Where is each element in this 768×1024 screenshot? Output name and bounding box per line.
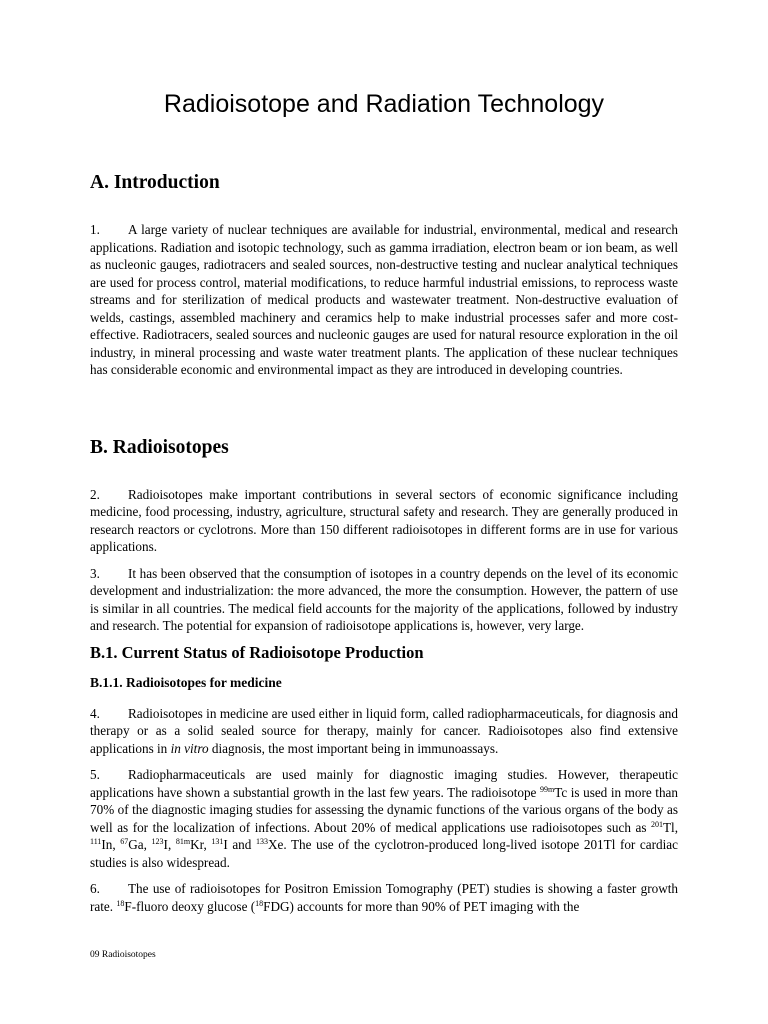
- paragraph-6: [90, 880, 678, 915]
- document-title: Radioisotope and Radiation Technology: [163, 90, 605, 118]
- paragraph-text: Radioisotopes make important contributions in several sectors of economic significance including medicine, food processing, industry, agriculture, structural safety and research. They are generally produced in research reactors or cyclotrons. More than 150 different radioisotopes in different forms are in use for various applications.: [90, 486, 678, 554]
- paragraph-text: I and: [223, 837, 256, 852]
- paragraph-text: Tc is used in more than 70% of the diagnostic imaging studies for assessing the dynamic functions of the various organs of the body as well as for the localization of infections. About 20% of medical applications use radioisotopes such as: [90, 784, 679, 835]
- paragraph-number: 6.: [90, 881, 100, 896]
- paragraph-3: [90, 565, 678, 635]
- isotope-mass-number: 123: [151, 837, 164, 846]
- subheading-medicine: B.1.1. Radioisotopes for medicine: [90, 674, 282, 690]
- isotope-mass-number: 81m: [175, 837, 191, 846]
- paragraph-text: Radiopharmaceuticals are used mainly for diagnostic imaging studies. However, therapeutic applications have shown a substantial growth in the last few years. The radioisotope: [90, 767, 678, 800]
- paragraph-text: The use of radioisotopes for Positron Emission Tomography (PET) studies is showing a faster growth rate.: [90, 881, 678, 914]
- isotope-mass-number: 67: [120, 837, 129, 846]
- heading-current-status: B.1. Current Status of Radioisotope Production: [90, 642, 424, 662]
- paragraph-number: 1.: [90, 222, 100, 237]
- isotope-mass-number: 111: [90, 837, 102, 846]
- paragraph-number: 5.: [90, 767, 100, 782]
- paragraph-4: [90, 705, 678, 758]
- italic-term: in vitro: [170, 740, 209, 756]
- isotope-mass-number: 131: [211, 837, 224, 846]
- isotope-mass-number: 99m: [539, 784, 555, 794]
- isotope-mass-number: 18: [116, 898, 125, 908]
- paragraph-text: Radioisotopes in medicine are used either in liquid form, called radiopharmaceuticals, for diagnosis and therapy or as a solid sealed source for therapy, mainly for cancer. Radioisotopes also find extensive applications in: [90, 705, 678, 756]
- isotope-mass-number: 201: [650, 819, 663, 829]
- heading-introduction: A. Introduction: [90, 172, 220, 193]
- paragraph-text: Tl,: [662, 819, 678, 835]
- paragraph-text: Ga,: [128, 837, 152, 852]
- heading-radioisotopes: B. Radioisotopes: [90, 436, 229, 458]
- paragraph-number: 2.: [90, 486, 100, 502]
- paragraph-text: Xe. The use of the cyclotron-produced long-lived isotope 201Tl for cardiac studies is also widespread.: [90, 837, 678, 870]
- document-body: [90, 168, 678, 915]
- paragraph-text: It has been observed that the consumption of isotopes in a country depends on the level of its economic development and industrialization: the more advanced, the more the consumption. However, the pattern of use is similar in all countries. The medical field accounts for the majority of the applications, followed by industry and research. The potential for expansion of radioisotope applications is, however, very large.: [90, 565, 678, 633]
- paragraph-text: FDG) accounts for more than 90% of PET imaging with the: [263, 898, 580, 914]
- isotope-mass-number: 133: [255, 837, 268, 846]
- isotope-mass-number: 18: [255, 898, 264, 908]
- paragraph-text: A large variety of nuclear techniques are available for industrial, environmental, medical and research applications. Radiation and isotopic technology, such as gamma irradiation, electron beam or ion beam, as well as nucleonic gauges, radiotracers and sealed sources, non-destructive testing and nuclear analytical techniques are used for process control, material modifications, to reduce harmful industrial emissions, to reprocess waste streams and for sterilization of medical products and wastewater treatment. Non-destructive evaluation of welds, castings, assembled machinery and ceramics help to make industrial processes safer and more cost-effective. Radiotracers, sealed sources and nucleonic gauges are used for natural resource exploration in the oil industry, in mineral processing and waste water treatment plants. The application of these nuclear techniques has considerable economic and environmental impact as they are introduced in developing countries.: [90, 222, 678, 377]
- paragraph-number: 3.: [90, 565, 100, 581]
- paragraph-text: Kr,: [190, 837, 212, 852]
- paragraph-text: In,: [101, 837, 121, 852]
- paragraph-5: [90, 766, 678, 871]
- paragraph-1: [90, 221, 678, 379]
- page-footer: 09 Radioisotopes: [90, 950, 156, 960]
- paragraph-text: I,: [163, 837, 176, 852]
- paragraph-2: [90, 486, 678, 556]
- paragraph-number: 4.: [90, 705, 100, 721]
- paragraph-text: diagnosis, the most important being in immunoassays.: [208, 740, 499, 756]
- paragraph-text: F-fluoro deoxy glucose (: [124, 898, 256, 914]
